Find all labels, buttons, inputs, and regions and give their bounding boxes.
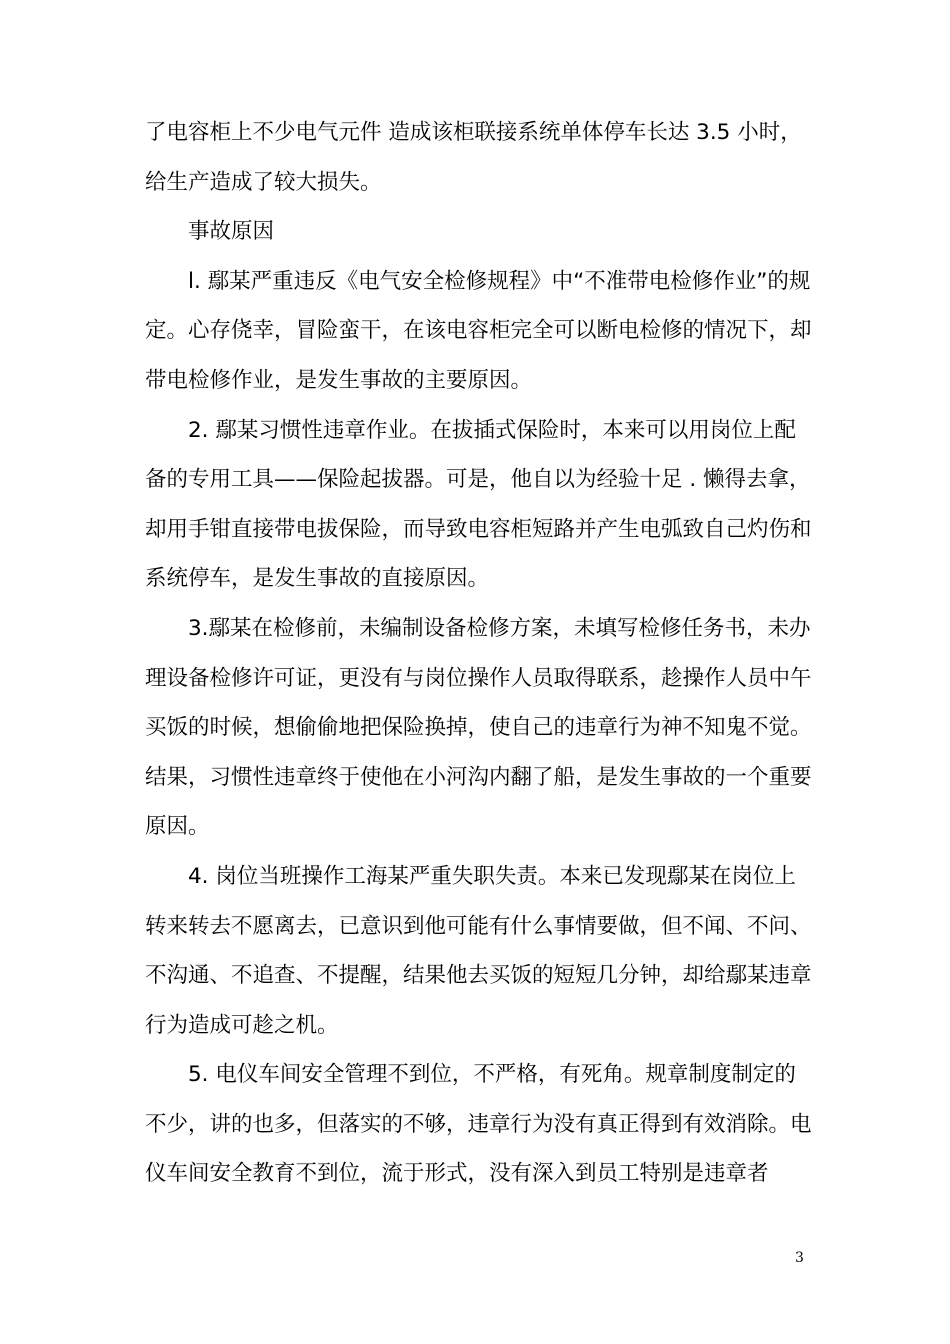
paragraph-cause-2: 2. 鄢某习惯性违章作业。在拔插式保险时，本来可以用岗位上配备的专用工具——保险起拔器。可是，他自以为经验十足 . 懒得去拿，却用手钳直接带电拔保险，而导致电容柜短路并产生电弧致自己灼伤和系统停车，是发生事故的直接原因。 <box>145 417 812 592</box>
paragraph-cause-3: 3.鄢某在检修前，未编制设备检修方案，未填写检修任务书，未办理设备检修许可证，更没有与岗位操作人员取得联系，趁操作人员中午买饭的时候，想偷偷地把保险换掉，使自己的违章行为神不知鬼不觉。结果，习惯性违章终于使他在小河沟内翻了船，是发生事故的一个重要原因。 <box>145 615 812 840</box>
paragraph-continuation: 了电容柜上不少电气元件 造成该柜联接系统单体停车长达 3.5 小时，给生产造成了较大损失。 <box>145 120 802 195</box>
paragraph-cause-4: 4. 岗位当班操作工海某严重失职失责。本来已发现鄢某在岗位上转来转去不愿离去，已意识到他可能有什么事情要做，但不闻、不问、不沟通、不追查、不提醒，结果他去买饭的短短几分钟，却给鄢某违章行为造成可趁之机。 <box>145 863 812 1038</box>
paragraph-cause-5: 5. 电仪车间安全管理不到位，不严格，有死角。规章制度制定的不少，讲的也多，但落实的不够，违章行为没有真正得到有效消除。电仪车间安全教育不到位，流于形式，没有深入到员工特别是违章者 <box>145 1062 812 1187</box>
body-text <box>145 108 813 1199</box>
paragraph-cause-1: l. 鄢某严重违反《电气安全检修规程》中“不准带电检修作业”的规定。心存侥幸，冒险蛮干，在该电容柜完全可以断电检修的情况下，却带电检修作业，是发生事故的主要原因。 <box>145 268 812 393</box>
section-heading-accident-causes: 事故原因 <box>188 219 275 245</box>
page-number: 3 <box>795 1250 804 1266</box>
